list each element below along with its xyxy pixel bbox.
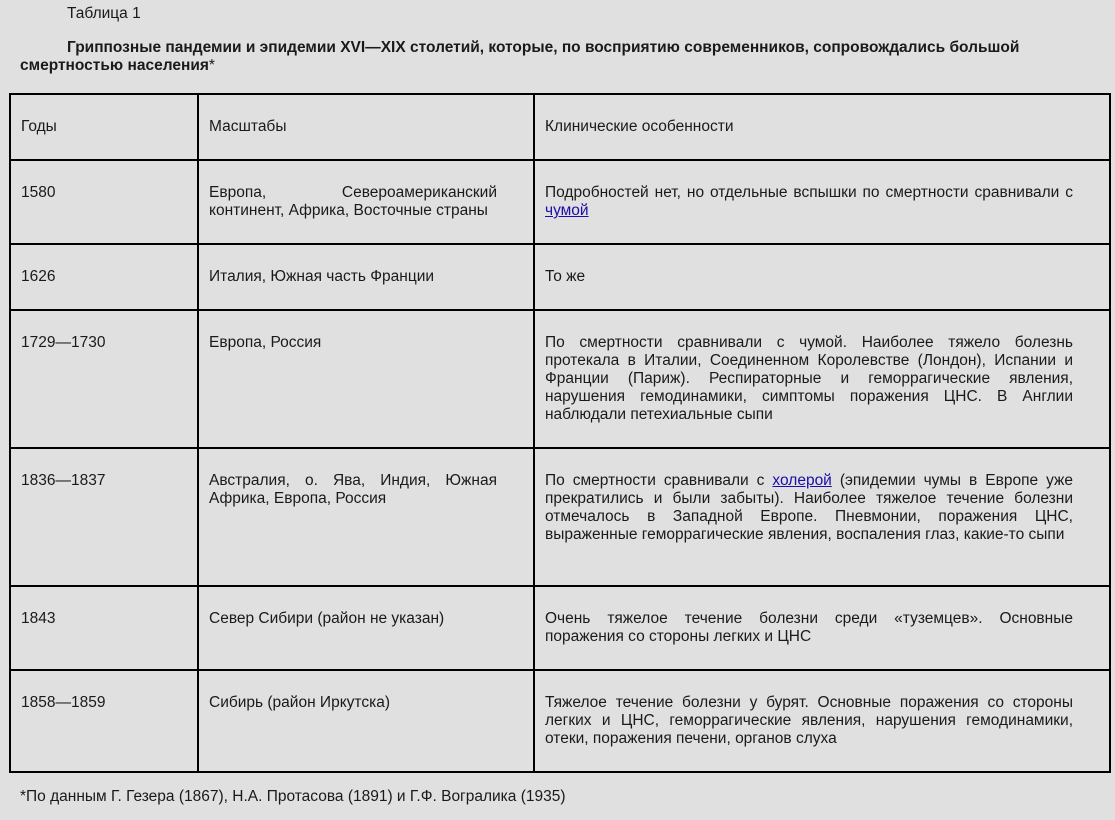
table-title-text: Гриппозные пандемии и эпидемии XVI—XIX столетий, которые, по восприятию современников, сопровождались большой смертностью населения bbox=[20, 39, 1020, 74]
plague-link[interactable]: чумой bbox=[545, 202, 589, 219]
row-scale: Италия, Южная часть Франции bbox=[209, 268, 435, 285]
row-year: 1626 bbox=[21, 268, 56, 285]
table-row bbox=[10, 586, 1110, 670]
header-years: Годы bbox=[21, 118, 57, 135]
header-scale: Масштабы bbox=[209, 118, 287, 135]
row-clinical-text: Подробностей нет, но отдельные вспышки по смертности сравнивали с bbox=[545, 184, 1073, 201]
header-clinical: Клинические особенности bbox=[545, 118, 734, 135]
row-year: 1836—1837 bbox=[21, 472, 106, 489]
table-header-row bbox=[10, 94, 1110, 160]
table-title bbox=[20, 39, 1095, 75]
table-row bbox=[10, 244, 1110, 310]
row-clinical: Тяжелое течение болезни у бурят. Основные поражения со стороны легких и ЦНС, геморрагические явления, нарушения гемодинамики, отеки, поражения печени, органов слуха bbox=[545, 694, 1073, 747]
row-clinical-text-continued: (эпидемии чумы в Европе уже прекратились и были забыты). Наиболее тяжелое течение болезни отмечалось в Западной Европе. Пневмонии, поражения ЦНС, выраженные геморрагические явления, воспаления глаз, какие-то сыпи bbox=[545, 472, 1074, 543]
row-scale: Сибирь (район Иркутска) bbox=[209, 694, 390, 711]
table-footnote: *По данным Г. Гезера (1867), Н.А. Протасова (1891) и Г.Ф. Вогралика (1935) bbox=[20, 788, 566, 805]
row-year: 1729—1730 bbox=[21, 334, 106, 351]
footnote-marker: * bbox=[208, 57, 215, 74]
row-clinical: То же bbox=[545, 268, 586, 285]
row-clinical: По смертности сравнивали с чумой. Наиболее тяжело болезнь протекала в Италии, Соединенном Королевстве (Лондон), Испании и Франции (Париж). Респираторные и геморрагические явления, нарушения гемодинамики, симптомы поражения ЦНС. В Англии наблюдали петехиальные сыпи bbox=[545, 334, 1073, 423]
row-clinical bbox=[535, 472, 1109, 544]
cholera-link[interactable]: холерой bbox=[772, 472, 832, 489]
row-year: 1843 bbox=[21, 610, 56, 627]
row-scale: Австралия, о. Ява, Индия, Южная Африка, Европа, Россия bbox=[209, 472, 497, 507]
row-year: 1858—1859 bbox=[21, 694, 106, 711]
row-clinical: Очень тяжелое течение болезни среди «туземцев». Основные поражения со стороны легких и ЦНС bbox=[545, 610, 1073, 645]
table-row bbox=[10, 310, 1110, 448]
row-scale: Европа, Россия bbox=[209, 334, 322, 351]
table-caption: Таблица 1 bbox=[67, 5, 141, 22]
table-row bbox=[10, 160, 1110, 244]
table-row bbox=[10, 448, 1110, 586]
table-row bbox=[10, 670, 1110, 772]
row-clinical bbox=[535, 184, 1109, 220]
row-scale: Европа, Североамериканский континент, Африка, Восточные страны bbox=[209, 184, 497, 219]
epidemics-table bbox=[9, 93, 1111, 773]
row-year: 1580 bbox=[21, 184, 56, 201]
row-clinical-text: По смертности сравнивали с bbox=[545, 472, 773, 489]
row-scale: Север Сибири (район не указан) bbox=[209, 610, 445, 627]
